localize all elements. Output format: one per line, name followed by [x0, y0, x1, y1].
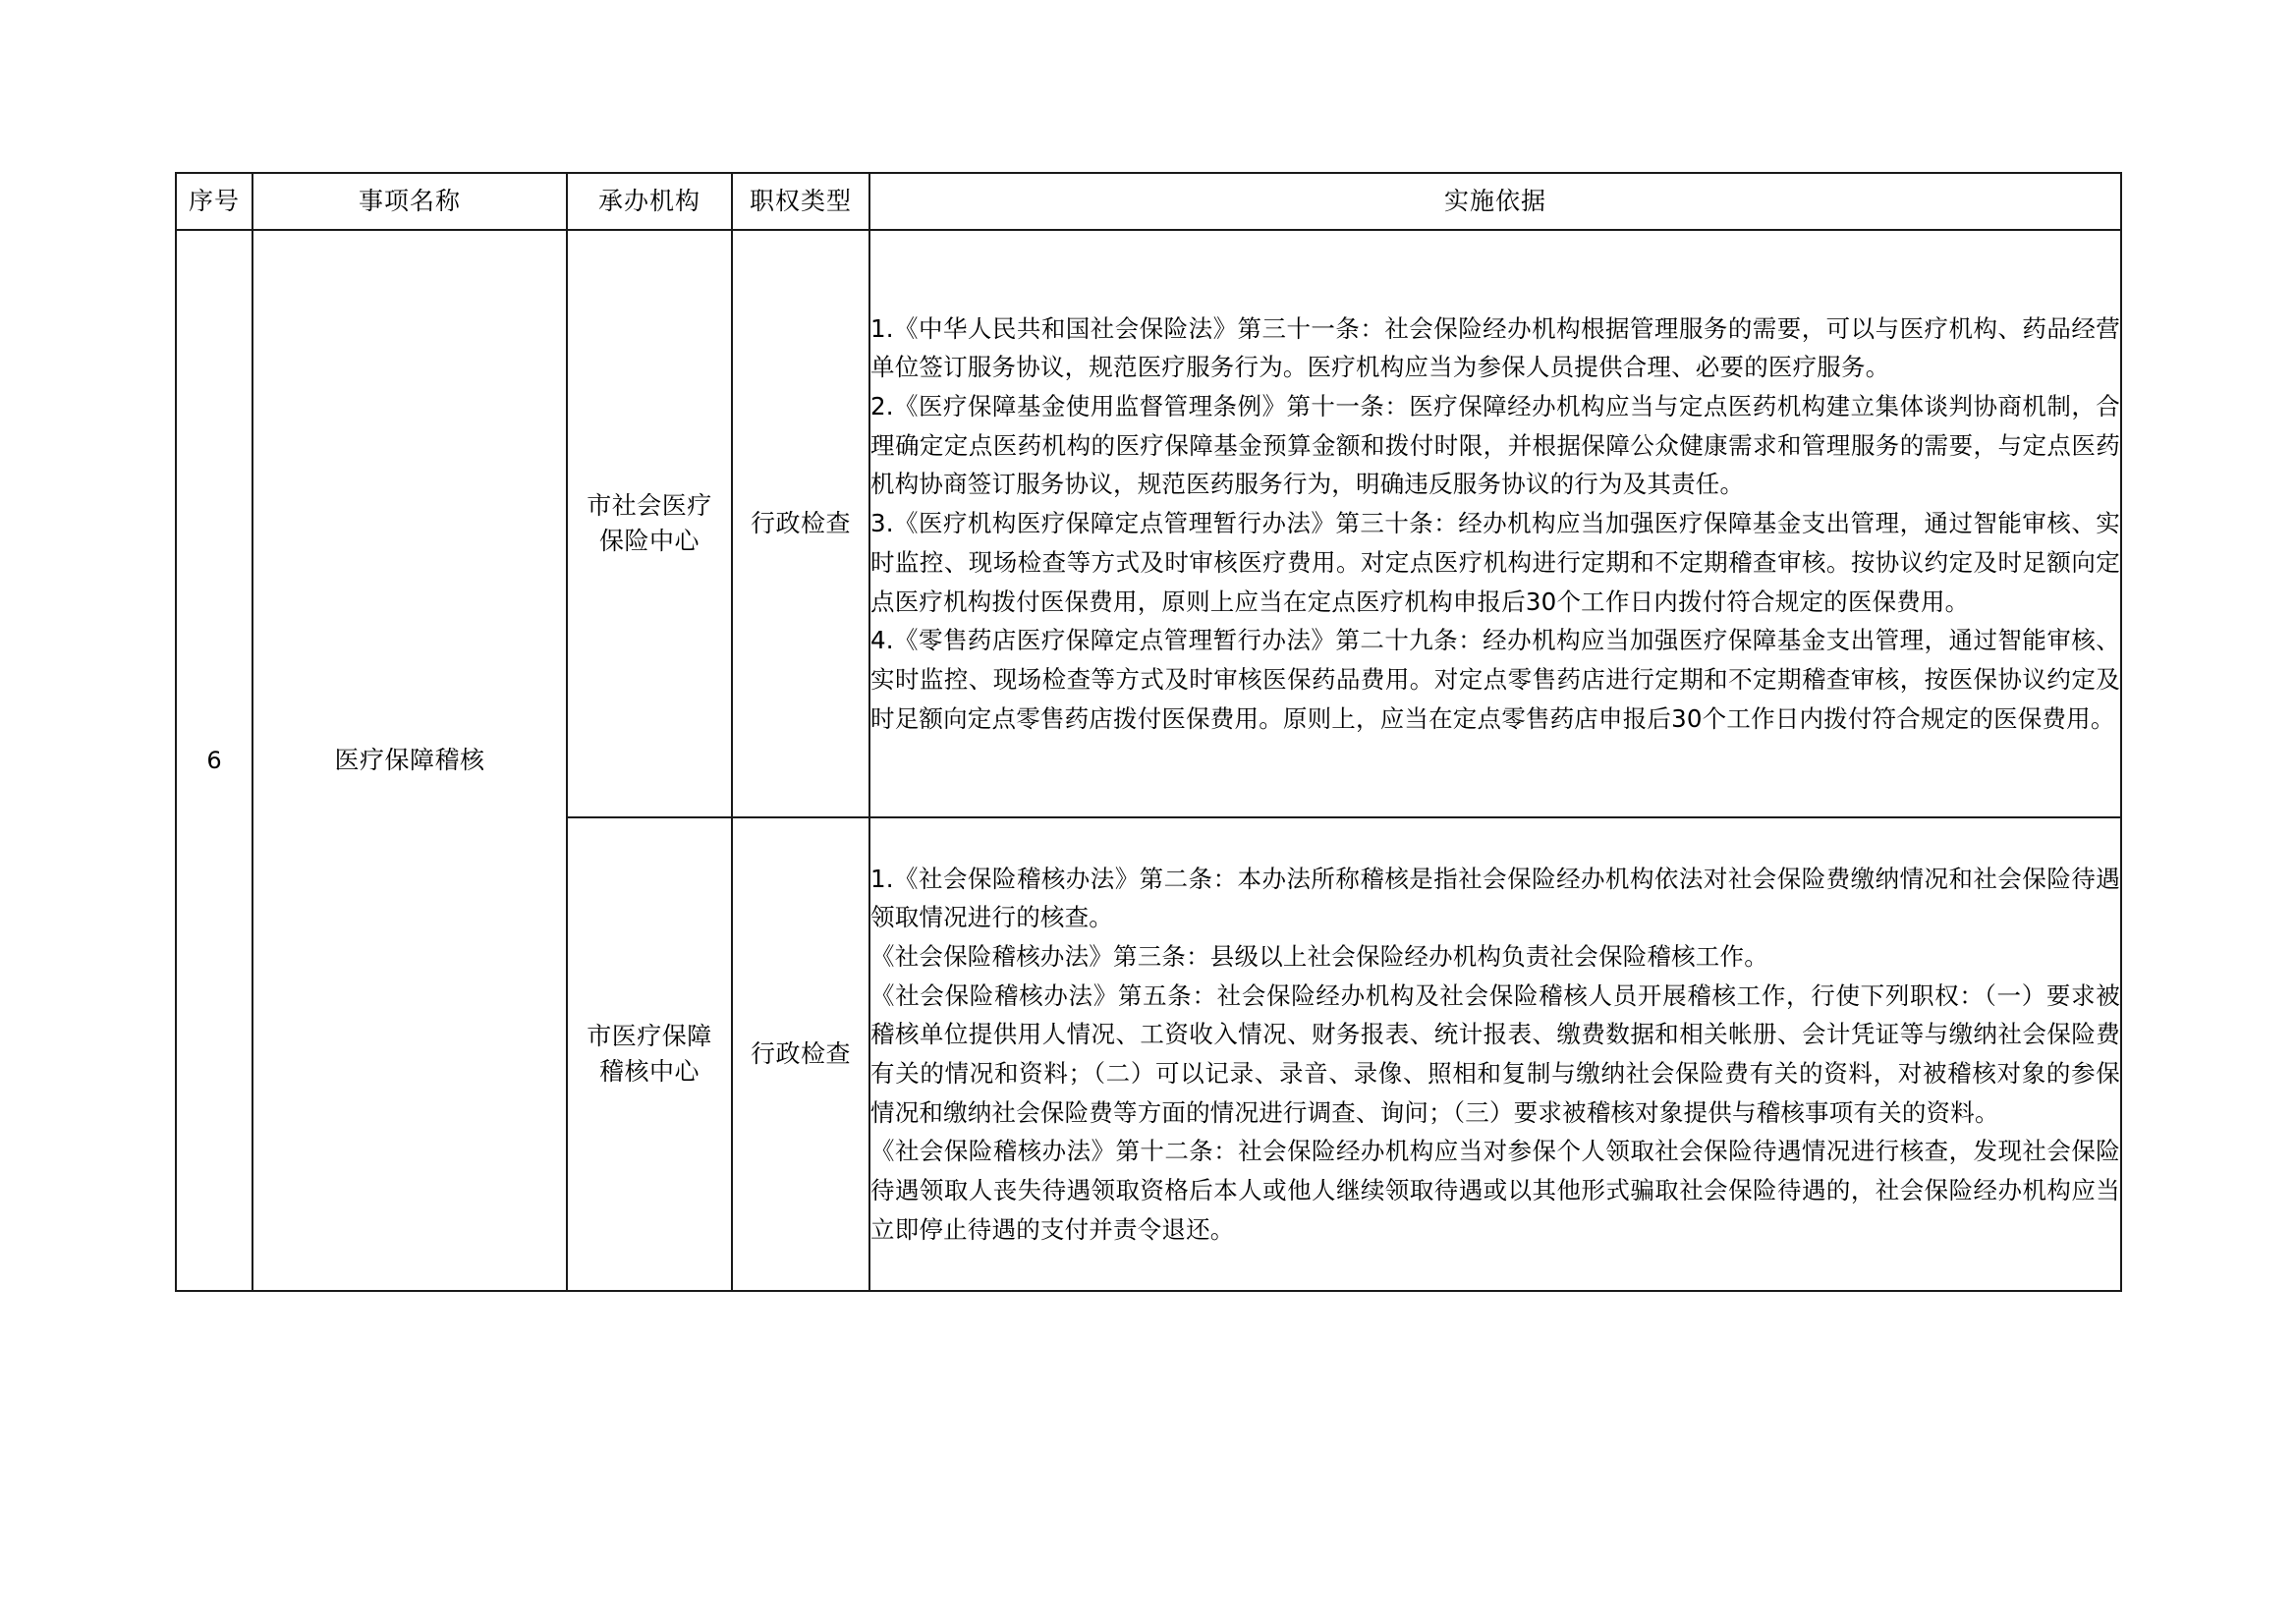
- column-header-seq: 序号: [176, 173, 252, 230]
- organization-line-2: 稽核中心: [598, 1057, 700, 1086]
- basis-paragraph: 3.《医疗机构医疗保障定点管理暂行办法》第三十条：经办机构应当加强医疗保障基金支出管理，通过智能审核、实时监控、现场检查等方式及时审核医疗费用。对定点医疗机构进行定期和不定期稽查审核。按协议约定及时足额向定点医疗机构拨付医保费用，原则上应当在定点医疗机构申报后30个工作日内拨付符合规定的医保费用。: [870, 509, 2120, 616]
- column-header-basis: 实施依据: [869, 173, 2121, 230]
- organization-line-2: 保险中心: [598, 527, 700, 555]
- cell-organization: [567, 817, 732, 1291]
- cell-authority-type: 行政检查: [732, 230, 869, 817]
- basis-paragraph: 2.《医疗保障基金使用监督管理条例》第十一条：医疗保障经办机构应当与定点医药机构建立集体谈判协商机制，合理确定定点医药机构的医疗保障基金预算金额和拨付时限，并根据保障公众健康需求和管理服务的需要，与定点医药机构协商签订服务协议，规范医药服务行为，明确违反服务协议的行为及其责任。: [870, 392, 2120, 499]
- organization-line-1: 市社会医疗: [587, 490, 712, 520]
- table-header: [176, 173, 2121, 230]
- cell-item-name: 医疗保障稽核: [252, 230, 567, 1291]
- basis-paragraph: 4.《零售药店医疗保障定点管理暂行办法》第二十九条：经办机构应当加强医疗保障基金支出管理，通过智能审核、实时监控、现场检查等方式及时审核医保药品费用。对定点零售药店进行定期和不定期稽查审核，按医保协议约定及时足额向定点零售药店拨付医保费用。原则上，应当在定点零售药店申报后30个工作日内拨付符合规定的医保费用。: [870, 626, 2120, 733]
- cell-organization: [567, 230, 732, 817]
- column-header-name: 事项名称: [252, 173, 567, 230]
- cell-implementation-basis: [869, 230, 2121, 817]
- authority-basis-table: [175, 172, 2122, 1292]
- basis-paragraph: 《社会保险稽核办法》第五条：社会保险经办机构及社会保险稽核人员开展稽核工作，行使下列职权：（一）要求被稽核单位提供用人情况、工资收入情况、财务报表、统计报表、缴费数据和相关帐册、会计凭证等与缴纳社会保险费有关的情况和资料；（二）可以记录、录音、录像、照相和复制与缴纳社会保险费有关的资料，对被稽核对象的参保情况和缴纳社会保险费等方面的情况进行调查、询问；（三）要求被稽核对象提供与稽核事项有关的资料。: [870, 980, 2120, 1127]
- basis-paragraph: 《社会保险稽核办法》第三条：县级以上社会保险经办机构负责社会保险稽核工作。: [870, 941, 1768, 971]
- table-header-row: [176, 173, 2121, 230]
- table-container: [175, 172, 2120, 1292]
- column-header-org: 承办机构: [567, 173, 732, 230]
- cell-implementation-basis: [869, 817, 2121, 1291]
- basis-paragraph: 1.《社会保险稽核办法》第二条：本办法所称稽核是指社会保险经办机构依法对社会保险费缴纳情况和社会保险待遇领取情况进行的核查。: [870, 864, 2120, 932]
- table-row: [176, 230, 2121, 817]
- table-body: [176, 230, 2121, 1291]
- cell-authority-type: 行政检查: [732, 817, 869, 1291]
- column-header-type: 职权类型: [732, 173, 869, 230]
- organization-line-1: 市医疗保障: [587, 1021, 712, 1050]
- cell-sequence-number: 6: [176, 230, 252, 1291]
- basis-paragraph: 《社会保险稽核办法》第十二条：社会保险经办机构应当对参保个人领取社会保险待遇情况进行核查，发现社会保险待遇领取人丧失待遇领取资格后本人或他人继续领取待遇或以其他形式骗取社会保险待遇的，社会保险经办机构应当立即停止待遇的支付并责令退还。: [870, 1137, 2120, 1244]
- basis-paragraph: 1.《中华人民共和国社会保险法》第三十一条：社会保险经办机构根据管理服务的需要，可以与医疗机构、药品经营单位签订服务协议，规范医疗服务行为。医疗机构应当为参保人员提供合理、必要的医疗服务。: [870, 313, 2120, 382]
